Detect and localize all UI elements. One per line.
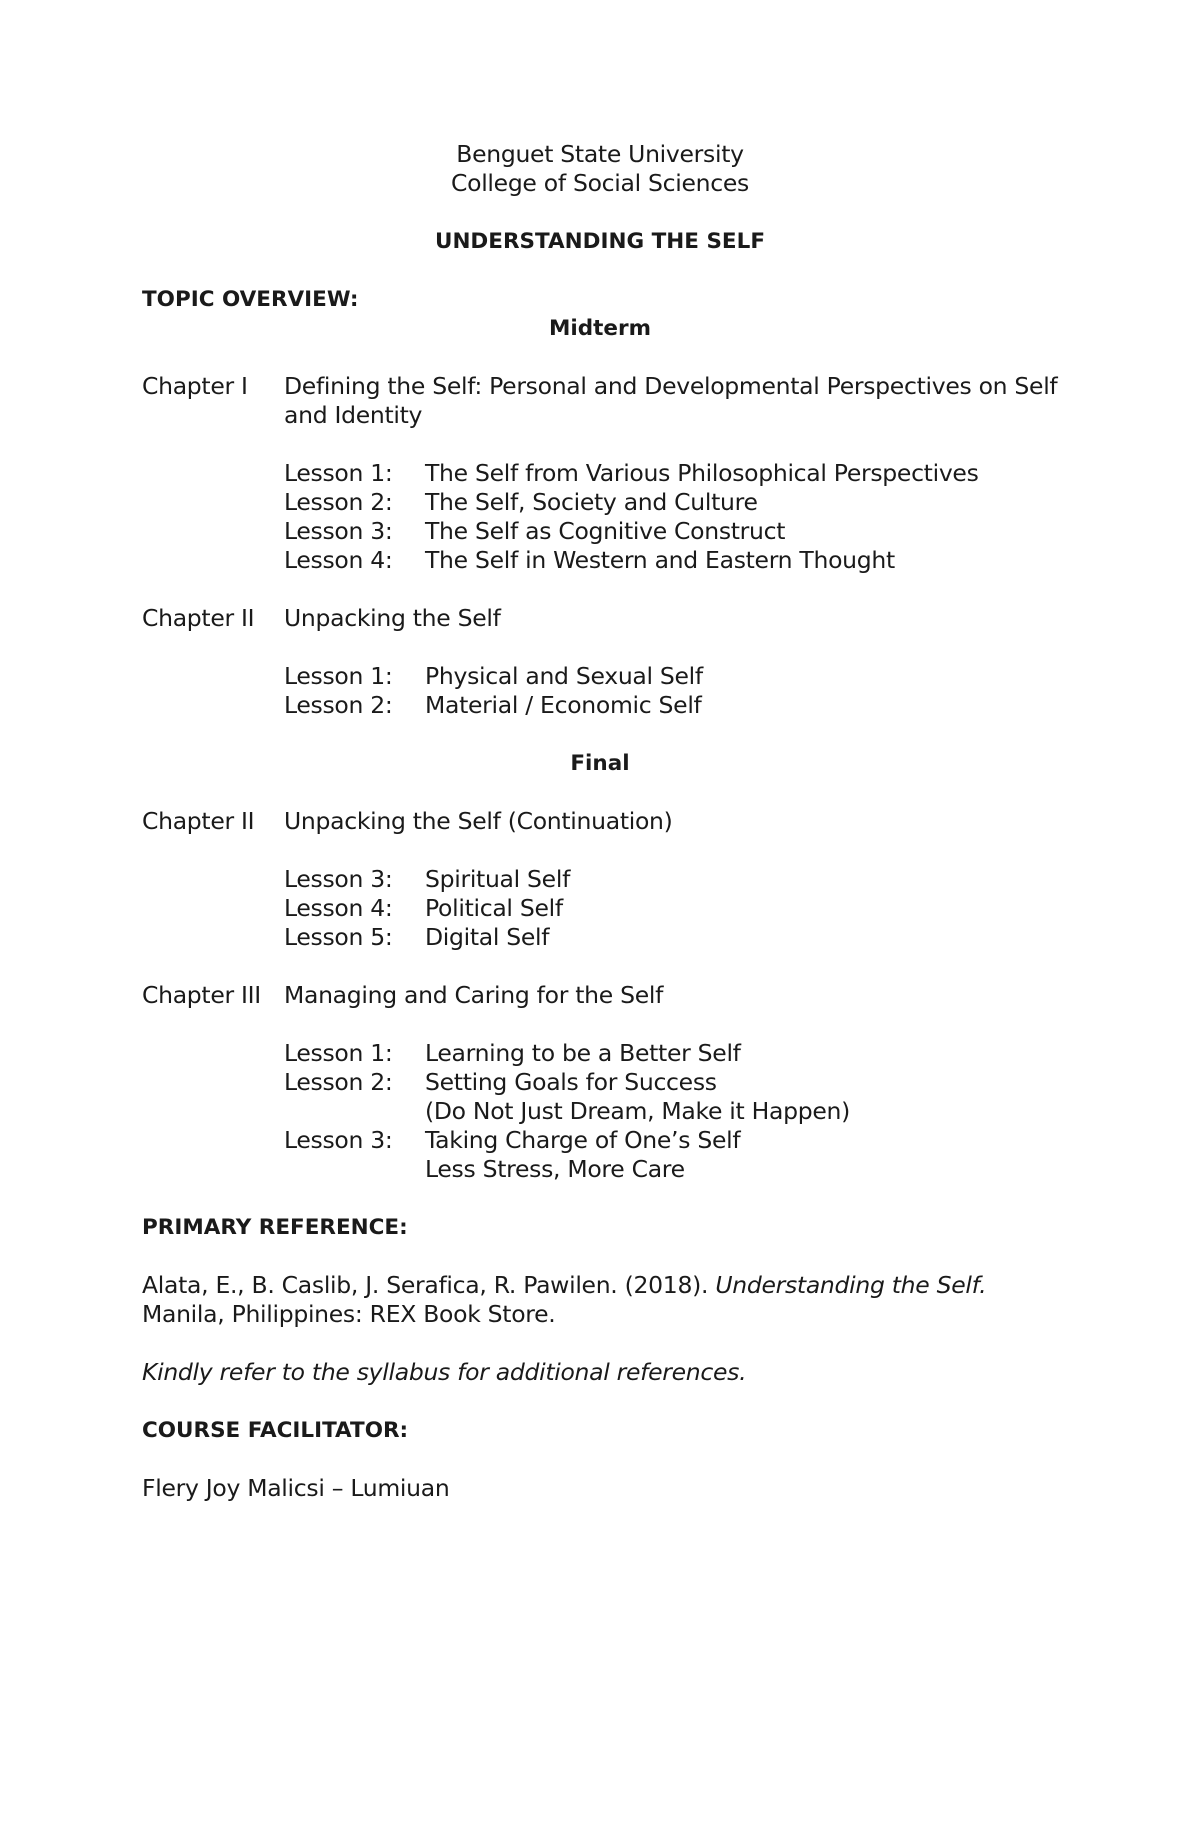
lesson-title: Spiritual Self	[425, 865, 571, 893]
chapter-title: Managing and Caring for the Self	[284, 981, 664, 1009]
lesson-row	[142, 1039, 1058, 1068]
chapter-row	[142, 981, 1058, 1010]
lesson-row	[142, 894, 1058, 923]
lesson-title: Learning to be a Better Self	[425, 1039, 741, 1067]
lesson-row	[142, 1126, 1058, 1155]
chapter-title: Defining the Self: Personal and Developmental Perspectives on Self and Identity	[284, 372, 1058, 429]
lesson-label-spacer	[284, 1155, 425, 1184]
chapter-title: Unpacking the Self (Continuation)	[284, 807, 673, 835]
chapter-row	[142, 372, 1058, 430]
lesson-label: Lesson 1:	[284, 662, 393, 690]
lesson-label: Lesson 1:	[284, 459, 393, 487]
final-heading: Final	[570, 751, 630, 776]
lesson-row	[142, 662, 1058, 691]
citation-book-title: Understanding the Self.	[715, 1271, 987, 1299]
chapter-label: Chapter III	[142, 981, 261, 1009]
primary-reference-heading: PRIMARY REFERENCE:	[142, 1215, 408, 1240]
lesson-title: Physical and Sexual Self	[425, 662, 703, 690]
lesson-title: Digital Self	[425, 923, 550, 951]
chapter-label: Chapter II	[142, 604, 255, 632]
chapter-title: Unpacking the Self	[284, 604, 501, 632]
lesson-label: Lesson 3:	[284, 1126, 393, 1154]
lesson-row	[142, 865, 1058, 894]
lesson-title: Setting Goals for Success	[425, 1068, 717, 1096]
university-name: Benguet State University	[456, 140, 744, 168]
lesson-row	[142, 488, 1058, 517]
lesson-title: The Self, Society and Culture	[425, 488, 758, 516]
final-chapters	[142, 807, 1058, 1213]
midterm-heading: Midterm	[548, 316, 652, 341]
lesson-row	[142, 546, 1058, 575]
lesson-label: Lesson 3:	[284, 865, 393, 893]
lesson-row	[142, 691, 1058, 720]
lesson-label: Lesson 3:	[284, 517, 393, 545]
reference-citation	[142, 1271, 1058, 1329]
lesson-label: Lesson 4:	[284, 546, 393, 574]
lesson-title: Political Self	[425, 894, 563, 922]
lesson-label: Lesson 4:	[284, 894, 393, 922]
lesson-title: The Self from Various Philosophical Perspectives	[425, 459, 979, 487]
lesson-subtitle-row	[142, 1155, 1058, 1184]
lesson-title: The Self in Western and Eastern Thought	[425, 546, 895, 574]
course-facilitator-heading: COURSE FACILITATOR:	[142, 1418, 409, 1443]
lesson-label-spacer	[284, 1097, 425, 1126]
lesson-subtitle: (Do Not Just Dream, Make it Happen)	[425, 1097, 850, 1125]
lesson-label: Lesson 2:	[284, 1068, 393, 1096]
midterm-chapters	[142, 372, 1058, 749]
lesson-row	[142, 517, 1058, 546]
lesson-subtitle-row	[142, 1097, 1058, 1126]
citation-publisher: Manila, Philippines: REX Book Store.	[142, 1300, 556, 1328]
lesson-title: The Self as Cognitive Construct	[425, 517, 786, 545]
facilitator-name: Flery Joy Malicsi – Lumiuan	[142, 1474, 450, 1502]
lesson-label: Lesson 2:	[284, 691, 393, 719]
lesson-label: Lesson 1:	[284, 1039, 393, 1067]
document-page	[142, 140, 1058, 1503]
lesson-subtitle: Less Stress, More Care	[425, 1155, 685, 1183]
lesson-label: Lesson 5:	[284, 923, 393, 951]
topic-overview-heading: TOPIC OVERVIEW:	[142, 287, 359, 312]
citation-authors: Alata, E., B. Caslib, J. Serafica, R. Pawilen. (2018).	[142, 1271, 716, 1299]
chapter-label: Chapter II	[142, 807, 255, 835]
lesson-title: Material / Economic Self	[425, 691, 702, 719]
lesson-row	[142, 1068, 1058, 1097]
college-name: College of Social Sciences	[451, 169, 749, 197]
additional-references-note: Kindly refer to the syllabus for additional references.	[142, 1358, 747, 1386]
lesson-row	[142, 459, 1058, 488]
course-title: UNDERSTANDING THE SELF	[434, 229, 766, 254]
chapter-row	[142, 604, 1058, 633]
lesson-label: Lesson 2:	[284, 488, 393, 516]
lesson-row	[142, 923, 1058, 952]
lesson-title: Taking Charge of One’s Self	[425, 1126, 741, 1154]
chapter-label: Chapter I	[142, 372, 248, 400]
chapter-row	[142, 807, 1058, 836]
